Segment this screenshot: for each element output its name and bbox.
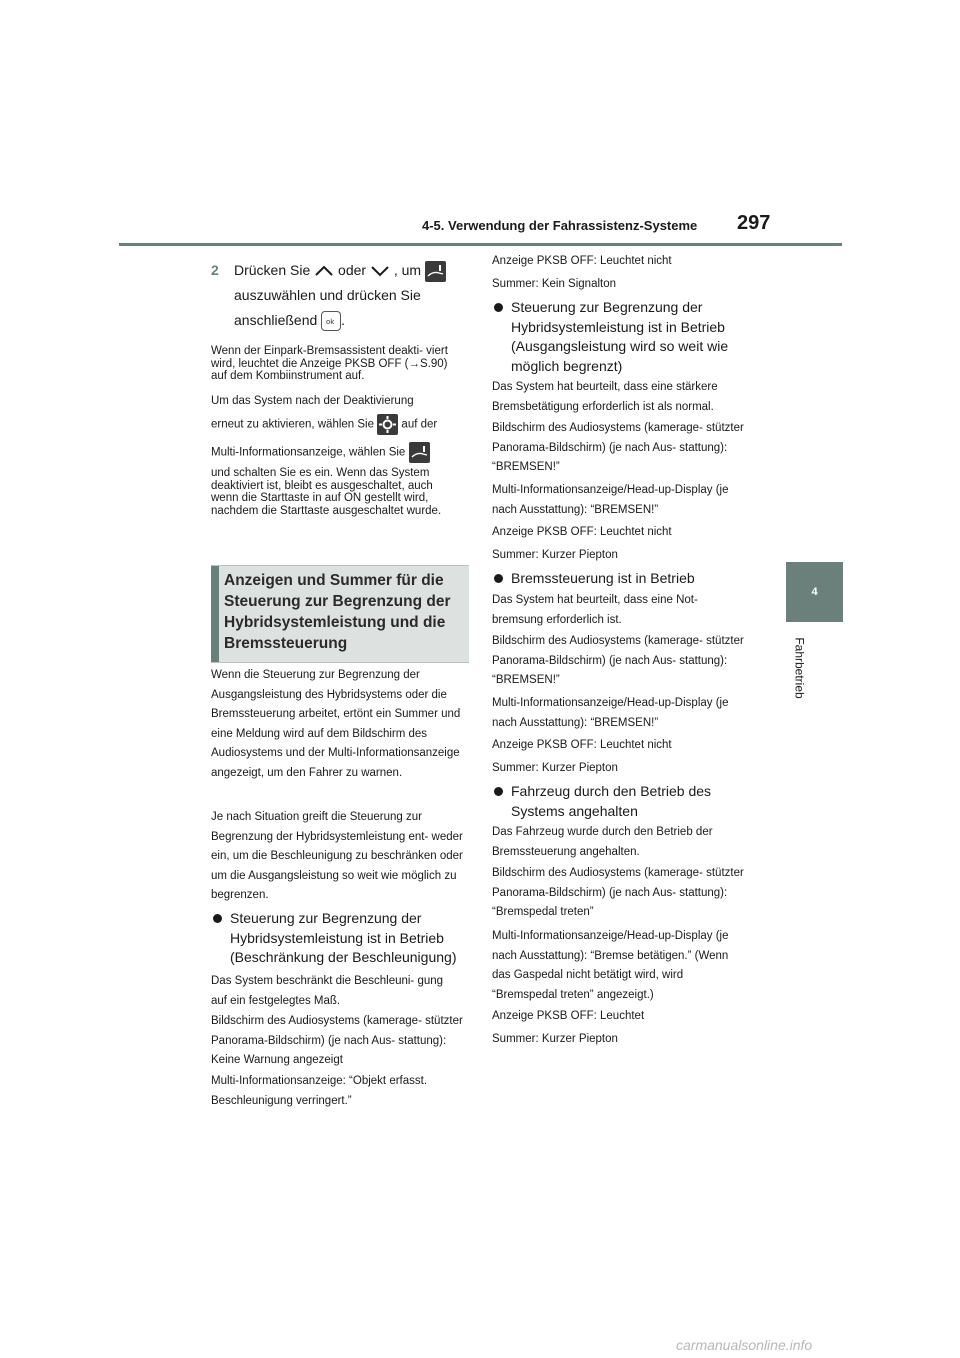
step-text: auszuwählen und drücken Sie	[234, 287, 421, 303]
bullet-heading: Steuerung zur Begrenzung der Hybridsystemleistung ist in Betrieb (Beschränkung der Beschleunigung)	[211, 909, 470, 968]
paragraph: Wenn die Steuerung zur Begrenzung der Ausgangsleistung des Hybridsystems oder die Bremssteuerung arbeitet, ertönt ein Summer und eine Meldung wird auf dem Bildschirm des Audiosystems und der Multi-Informationsanzeige angezeigt, um den Fahrer zu warnen.	[211, 669, 461, 779]
paragraph: Das System hat beurteilt, dass eine stärkere Bremsbetätigung erforderlich ist als normal.	[492, 381, 718, 413]
step-text: anschließend	[234, 312, 318, 328]
step-text: Drücken Sie	[234, 262, 311, 278]
step-text: .	[341, 312, 346, 328]
chapter-tab[interactable]	[786, 562, 843, 622]
page-number: 297	[737, 212, 771, 234]
section-title: 4-5. Verwendung der Fahrassistenz-Systeme	[422, 218, 698, 233]
paragraph: Anzeige PKSB OFF: Leuchtet nicht	[492, 526, 672, 538]
paragraph: Summer: Kurzer Piepton	[492, 549, 618, 561]
heading-accent-bar	[211, 566, 219, 662]
paragraph: Bildschirm des Audiosystems (kamerage- stützter Panorama-Bildschirm) (je nach Aus- stattung): Keine Warnung angezeigt	[211, 1015, 463, 1066]
paragraph: Je nach Situation greift die Steuerung zur Begrenzung der Hybridsystemleistung ent- weder ein, um die Beschleunigung zu beschränken oder um die Ausgangsleistung so weit wie möglich zu begrenzen.	[211, 811, 463, 901]
paragraph: Multi-Informationsanzeige/Head-up-Display (je nach Ausstattung): “Bremse betätigen.” (Wenn das Gaspedal nicht betätigt wird, wird “Bremspedal treten” angezeigt.)	[492, 930, 729, 1001]
bullet-heading: Bremssteuerung ist in Betrieb	[492, 569, 751, 589]
section-heading-box	[211, 565, 469, 663]
step-2	[211, 258, 492, 333]
paragraph: erneut zu aktivieren, wählen Sie auf der	[211, 414, 469, 435]
step-text: oder	[338, 262, 367, 278]
ok-button-icon	[321, 311, 341, 331]
paragraph: und schalten Sie es ein. Wenn das System deaktiviert ist, bleibt es ausgeschaltet, auch wenn die Starttaste in auf ON gestellt wird, nachdem die Starttaste ausgeschaltet wurde.	[211, 467, 442, 517]
step-text: , um	[393, 262, 422, 278]
svg-text:ok: ok	[326, 318, 335, 327]
settings-gear-icon	[377, 414, 398, 435]
paragraph: Multi-Informationsanzeige/Head-up-Display (je nach Ausstattung): “BREMSEN!”	[492, 484, 729, 516]
paragraph: Um das System nach der Deaktivierung	[211, 395, 414, 407]
chevron-down-icon	[370, 264, 390, 278]
paragraph: Anzeige PKSB OFF: Leuchtet nicht	[492, 739, 672, 751]
watermark[interactable]: carmanualsonline.info	[676, 1337, 813, 1353]
paragraph: Bildschirm des Audiosystems (kamerage- stützter Panorama-Bildschirm) (je nach Aus- stattung): “BREMSEN!”	[492, 635, 744, 686]
section-heading: Anzeigen und Summer für die Steuerung zur Begrenzung der Hybridsystemleistung und die Bremssteuerung	[224, 572, 451, 652]
paragraph: Anzeige PKSB OFF: Leuchtet	[492, 1010, 645, 1022]
paragraph: Summer: Kein Signalton	[492, 278, 617, 290]
paragraph: Anzeige PKSB OFF: Leuchtet nicht	[492, 255, 672, 267]
bullet-heading: Steuerung zur Begrenzung der Hybridsystemleistung ist in Betrieb (Ausgangsleistung wird so weit wie möglich begrenzt)	[492, 298, 751, 376]
header-rule	[119, 243, 842, 246]
paragraph: Das System beschränkt die Beschleuni- gung auf ein festgelegtes Maß.	[211, 975, 444, 1007]
parking-brake-assist-icon	[409, 442, 430, 463]
paragraph: Multi-Informationsanzeige: “Objekt erfasst. Beschleunigung verringert.”	[211, 1075, 428, 1107]
paragraph: Das Fahrzeug wurde durch den Betrieb der Bremssteuerung angehalten.	[492, 826, 713, 858]
chapter-label: Fahrbetrieb	[793, 637, 807, 699]
paragraph: Summer: Kurzer Piepton	[492, 1033, 618, 1045]
chapter-number: 4	[811, 586, 818, 598]
paragraph: Bildschirm des Audiosystems (kamerage- stützter Panorama-Bildschirm) (je nach Aus- stattung): “Bremspedal treten”	[492, 867, 744, 918]
paragraph: Das System hat beurteilt, dass eine Not- bremsung erforderlich ist.	[492, 594, 698, 626]
paragraph: Multi-Informationsanzeige, wählen Sie	[211, 442, 469, 463]
paragraph: Multi-Informationsanzeige/Head-up-Display (je nach Ausstattung): “BREMSEN!”	[492, 697, 729, 729]
paragraph: Wenn der Einpark-Bremsassistent deakti- viert wird, leuchtet die Anzeige PKSB OFF (→S.90) auf dem Kombiinstrument auf.	[211, 345, 448, 382]
parking-brake-assist-icon	[425, 261, 446, 282]
paragraph: Summer: Kurzer Piepton	[492, 762, 618, 774]
paragraph: Bildschirm des Audiosystems (kamerage- stützter Panorama-Bildschirm) (je nach Aus- stattung): “BREMSEN!”	[492, 422, 744, 473]
step-number: 2	[211, 262, 219, 278]
chevron-up-icon	[314, 264, 334, 278]
bullet-heading: Fahrzeug durch den Betrieb des Systems angehalten	[492, 782, 751, 821]
